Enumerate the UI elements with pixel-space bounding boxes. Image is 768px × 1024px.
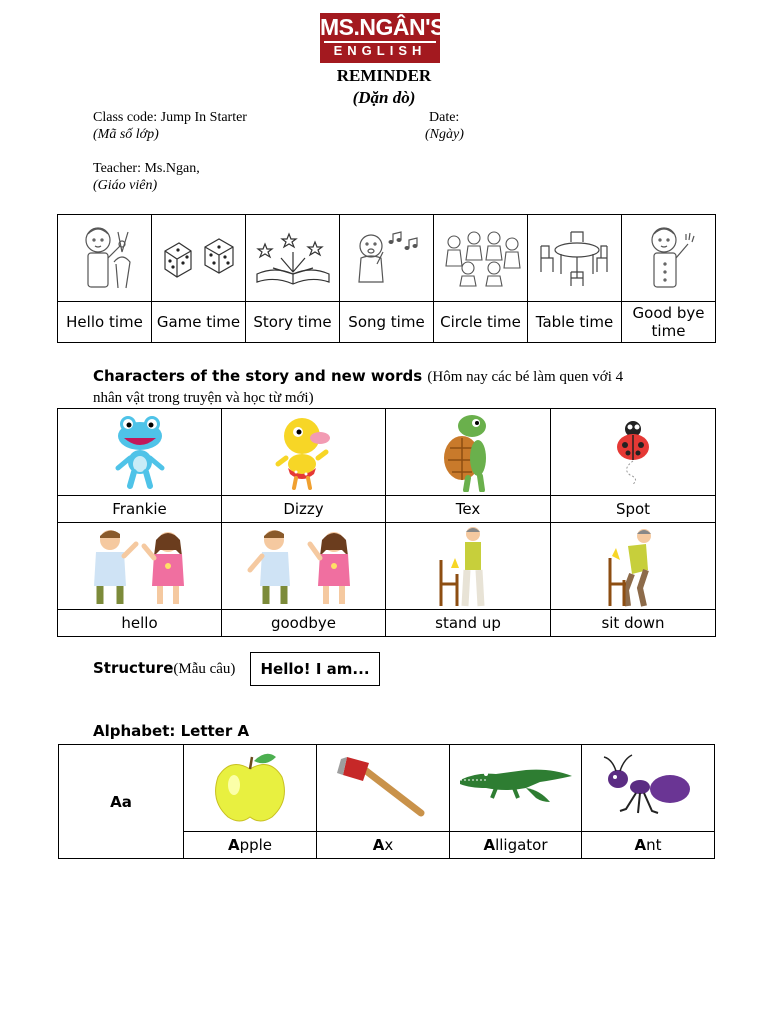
date-label-vi: (Ngày) [425,127,464,142]
word-pic-goodbye [222,523,386,610]
alphabet-word-rest: pple [239,836,273,854]
character-pic-spot [551,409,716,496]
alligator-icon [456,758,576,818]
school-logo [320,13,445,63]
ant-icon [598,753,698,823]
characters-table [57,408,716,637]
word-label: stand up [386,610,551,637]
character-pic-dizzy [222,409,386,496]
alphabet-word-ax [317,832,450,859]
character-pic-frankie [58,409,222,496]
schedule-pic-hello [58,215,152,302]
character-name: Frankie [58,496,222,523]
logo-line2: ENGLISH [324,41,436,59]
word-pic-sit-down [551,523,716,610]
alphabet-word-initial: A [483,836,496,854]
character-name: Spot [551,496,716,523]
schedule-table [57,214,716,343]
alphabet-word-rest: x [384,836,394,854]
alphabet-table [58,744,715,859]
schedule-pic-game [152,215,246,302]
alphabet-word-alligator [450,832,582,859]
character-name: Dizzy [222,496,386,523]
word-pic-hello [58,523,222,610]
singing-child-icon [347,228,427,288]
structure-sentence-box: Hello! I am... [250,652,380,686]
word-pic-stand-up [386,523,551,610]
alphabet-word-initial: A [227,836,240,854]
dice-icon [159,233,239,283]
teacher-label-vi: (Giáo viên) [93,178,158,193]
schedule-pic-circle [434,215,528,302]
class-code: Class code: Jump In Starter [93,110,247,125]
alphabet-letter: Aa [59,745,184,859]
waving-child-icon [634,222,704,294]
characters-heading [93,366,653,408]
alphabet-pic-ant [582,745,715,832]
structure-label: Structure [93,659,174,677]
alphabet-word-rest: lligator [495,836,548,854]
word-label: sit down [551,610,716,637]
turtle-icon [438,412,498,492]
page-subtitle: (Dặn dò) [352,88,416,107]
schedule-pic-song [340,215,434,302]
alphabet-word-rest: nt [646,836,662,854]
kids-goodbye-icon [244,526,364,606]
word-label: goodbye [222,610,386,637]
logo-line1: MS.NGÂN'S [320,14,445,40]
schedule-label: Game time [152,302,246,343]
alphabet-word-initial: A [372,836,385,854]
schedule-label: Good bye time [622,302,716,343]
structure-note: (Mẫu câu) [173,661,236,677]
alphabet-word-ant [582,832,715,859]
character-name: Tex [386,496,551,523]
alphabet-pic-alligator [450,745,582,832]
standing-man-icon [433,524,503,608]
schedule-pic-table [528,215,622,302]
open-book-icon [253,228,333,288]
page-title: REMINDER [336,66,432,85]
character-pic-tex [386,409,551,496]
kids-waving-icon [80,526,200,606]
children-circle-icon [438,228,524,288]
date-label: Date: [429,110,460,125]
duck-icon [274,414,334,490]
sitting-man-icon [598,524,668,608]
word-label: hello [58,610,222,637]
schedule-pic-story [246,215,340,302]
table-chairs-icon [535,228,615,288]
alphabet-word-initial: A [634,836,647,854]
class-code-vi: (Mã số lớp) [93,127,159,142]
waving-child-icon [70,222,140,294]
teacher-name: Teacher: Ms.Ngan, [93,161,200,176]
characters-heading-note: (Hôm nay các bé làm quen với 4 nhân vật trong truyện và học từ mới) [93,369,624,406]
alphabet-pic-ax [317,745,450,832]
alphabet-word-apple [184,832,317,859]
alphabet-pic-apple [184,745,317,832]
schedule-pic-goodbye [622,215,716,302]
apple-icon [210,751,290,825]
alphabet-heading: Alphabet: Letter A [93,722,250,740]
schedule-label: Hello time [58,302,152,343]
schedule-label: Table time [528,302,622,343]
schedule-label: Song time [340,302,434,343]
structure-heading [93,658,235,679]
axe-icon [333,753,433,823]
frog-icon [110,414,170,490]
ladybug-icon [608,417,658,487]
schedule-label: Circle time [434,302,528,343]
schedule-label: Story time [246,302,340,343]
characters-heading-text: Characters of the story and new words [93,367,423,385]
